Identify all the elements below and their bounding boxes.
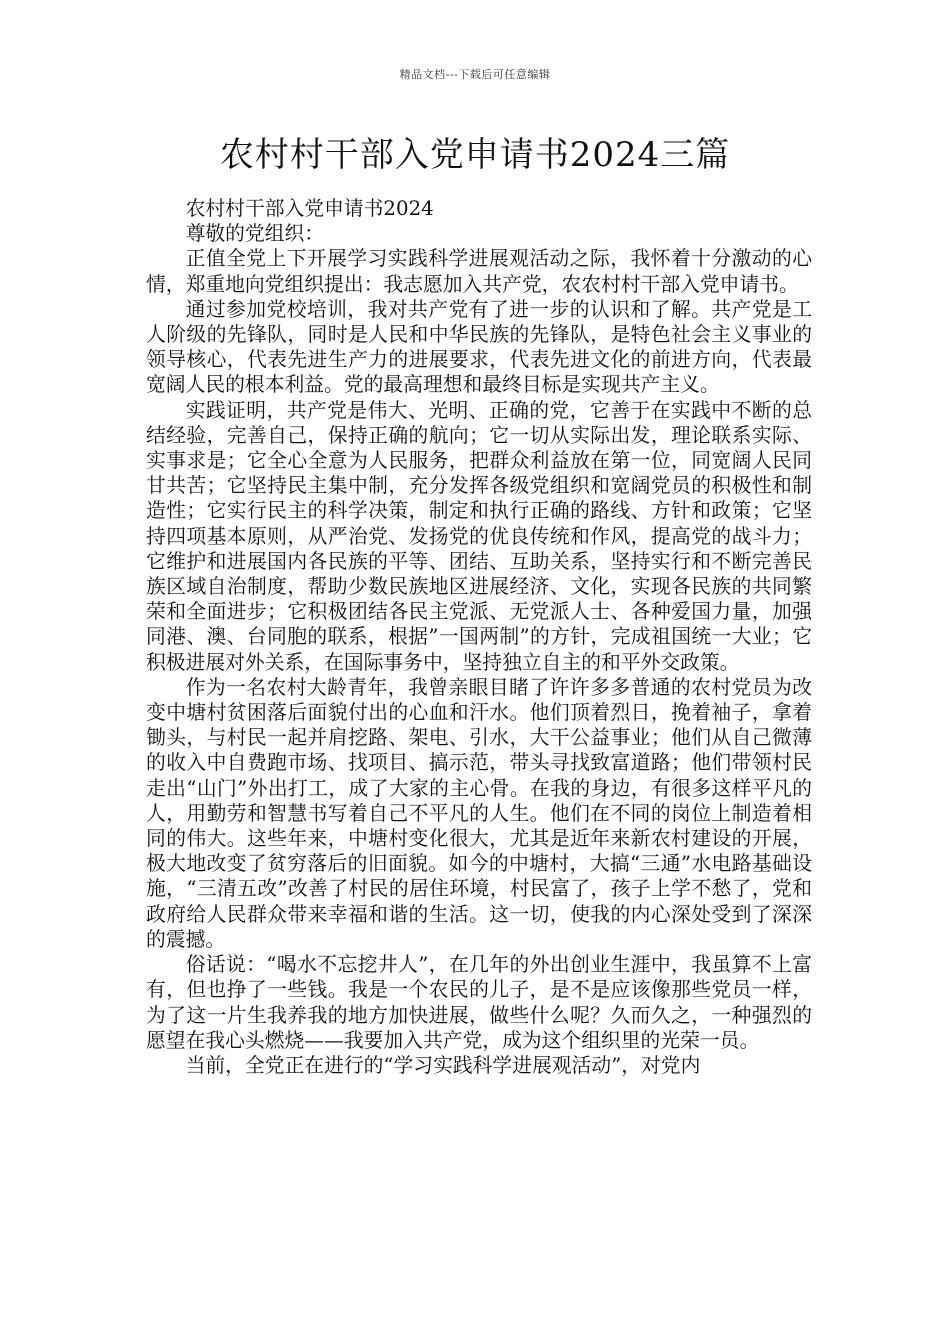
document-body xyxy=(146,196,812,1078)
paragraph: 作为一名农村大龄青年，我曾亲眼目睹了许许多多普通的农村党员为改变中塘村贫困落后面貌付出的心血和汗水。他们顶着烈日，挽着袖子，拿着锄头，与村民一起并肩挖路、架电、引水，大干公益事业；他们从自己微薄的收入中自费跑市场、找项目、搞示范，带头寻找致富道路；他们带领村民走出“山门”外出打工，成了大家的主心骨。在我的身边，有很多这样平凡的人，用勤劳和智慧书写着自己不平凡的人生。他们在不同的岗位上制造着相同的伟大。这些年来，中塘村变化很大，尤其是近年来新农村建设的开展，极大地改变了贫穷落后的旧面貌。如今的中塘村，大搞“三通”水电路基础设施，“三清五改”改善了村民的居住环境，村民富了，孩子上学不愁了，党和政府给人民群众带来幸福和谐的生活。这一切，使我的内心深处受到了深深的震撼。 xyxy=(146,675,812,951)
paragraph: 俗话说：“喝水不忘挖井人”，在几年的外出创业生涯中，我虽算不上富有，但也挣了一些钱。我是一个农民的儿子，是不是应该像那些党员一样，为了这一片生我养我的地方加快进展，做些什么呢？久而久之，一种强烈的愿望在我心头燃烧——我要加入共产党，成为这个组织里的光荣一员。 xyxy=(146,953,812,1052)
paragraph-salutation: 尊敬的党组织： xyxy=(185,222,325,246)
paragraph: 正值全党上下开展学习实践科学进展观活动之际，我怀着十分激动的心情，郑重地向党组织提出：我志愿加入共产党，农农村村干部入党申请书。 xyxy=(146,247,812,296)
paragraph-subtitle: 农村村干部入党申请书2024 xyxy=(185,197,434,220)
document-title: 农村村干部入党申请书2024三篇 xyxy=(219,135,731,175)
paragraph: 通过参加党校培训，我对共产党有了进一步的认识和了解。共产党是工人阶级的先锋队，同时是人民和中华民族的先锋队，是特色社会主义事业的领导核心，代表先进生产力的进展要求，代表先进文化的前进方向，代表最宽阔人民的根本利益。党的最高理想和最终目标是实现共产主义。 xyxy=(146,297,812,397)
paragraph: 实践证明，共产党是伟大、光明、正确的党，它善于在实践中不断的总结经验，完善自己，保持正确的航向；它一切从实际出发，理论联系实际、实事求是；它全心全意为人民服务，把群众利益放在第一位，同宽阔人民同甘共苦；它坚持民主集中制，充分发挥各级党组织和宽阔党员的积极性和制造性；它实行民主的科学决策，制定和执行正确的路线、方针和政策；它坚持四项基本原则，从严治党、发扬党的优良传统和作风，提高党的战斗力；它维护和进展国内各民族的平等、团结、互助关系，坚持实行和不断完善民族区域自治制度，帮助少数民族地区进展经济、文化，实现各民族的共同繁荣和全面进步；它积极团结各民主党派、无党派人士、各种爱国力量，加强同港、澳、台同胞的联系，根据”一国两制”的方针，完成祖国统一大业；它积极进展对外关系，在国际事务中，坚持独立自主的和平外交政策。 xyxy=(146,398,812,674)
header-note: 精品文档---下载后可任意编辑 xyxy=(399,68,551,81)
paragraph: 当前，全党正在进行的“学习实践科学进展观活动”，对党内 xyxy=(185,1053,701,1077)
